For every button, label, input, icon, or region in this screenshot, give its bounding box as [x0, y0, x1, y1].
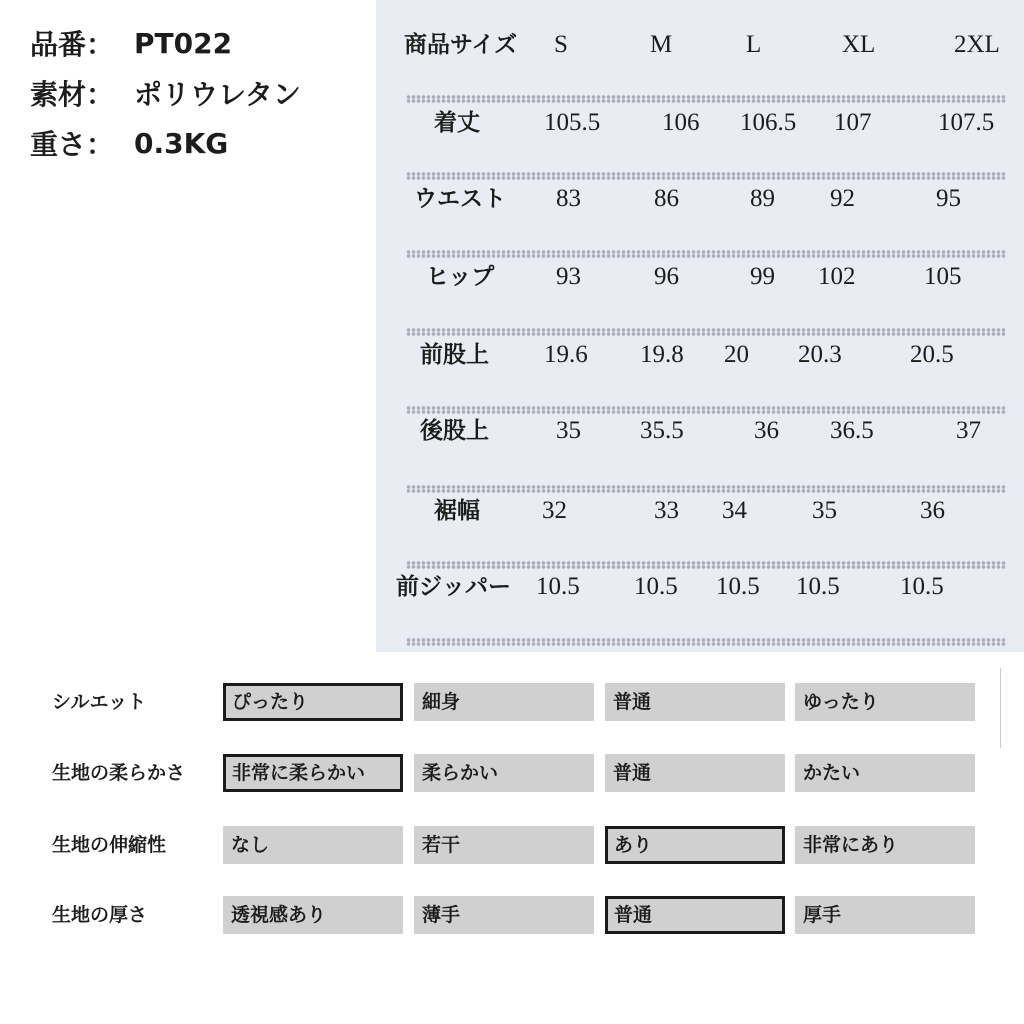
cell-value: 19.8	[640, 341, 684, 368]
char-option: なし	[223, 826, 403, 864]
size-header-label: 商品サイズ	[404, 32, 518, 58]
weight-row	[30, 118, 301, 168]
size-row-front-zipper	[376, 562, 1024, 612]
char-row-thickness	[0, 896, 1024, 934]
cell-value: 20.5	[910, 341, 954, 368]
cell-value: 20	[724, 341, 749, 368]
char-label: シルエット	[52, 691, 147, 713]
cell-value: 102	[818, 263, 856, 290]
row-label: 着丈	[434, 110, 480, 136]
weight-label: 重さ：	[30, 128, 115, 161]
cell-value: 83	[556, 185, 581, 212]
size-row-hem-width	[376, 486, 1024, 536]
cell-value: 96	[654, 263, 679, 290]
row-label: ウエスト	[414, 186, 506, 212]
product-number-label: 品番：	[30, 28, 115, 61]
char-label: 生地の伸縮性	[52, 834, 167, 856]
cell-value: 32	[542, 497, 567, 524]
char-option: 薄手	[414, 896, 594, 934]
size-row-back-rise	[376, 406, 1024, 456]
char-option: 普通	[605, 896, 785, 934]
cell-value: 92	[830, 185, 855, 212]
cell-value: 105	[924, 263, 962, 290]
size-header-row	[376, 20, 1024, 70]
cell-value: 19.6	[544, 341, 588, 368]
grid-divider	[1000, 668, 1001, 748]
cell-value: 35	[812, 497, 837, 524]
char-option: ぴったり	[223, 683, 403, 721]
size-row-length	[376, 98, 1024, 148]
cell-value: 107	[834, 109, 872, 136]
size-row-hip	[376, 252, 1024, 302]
cell-value: 36	[920, 497, 945, 524]
char-row-silhouette	[0, 683, 1024, 721]
cell-value: 93	[556, 263, 581, 290]
cell-value: 33	[654, 497, 679, 524]
size-header-2xl: 2XL	[954, 31, 1000, 58]
row-label: 前股上	[420, 342, 489, 368]
cell-value: 10.5	[634, 573, 678, 600]
char-row-softness	[0, 754, 1024, 792]
row-label: 前ジッパー	[396, 574, 511, 600]
row-label: 後股上	[420, 418, 489, 444]
char-option: 厚手	[795, 896, 975, 934]
char-row-stretch	[0, 826, 1024, 864]
cell-value: 106	[662, 109, 700, 136]
char-option: かたい	[795, 754, 975, 792]
material-label: 素材：	[30, 78, 115, 111]
product-number-row	[30, 18, 301, 68]
char-option: ゆったり	[795, 683, 975, 721]
char-option: 柔らかい	[414, 754, 594, 792]
material-value: ポリウレタン	[134, 78, 301, 111]
cell-value: 36	[754, 417, 779, 444]
char-option: 普通	[605, 683, 785, 721]
cell-value: 35	[556, 417, 581, 444]
cell-value: 95	[936, 185, 961, 212]
char-option: 細身	[414, 683, 594, 721]
size-row-front-rise	[376, 330, 1024, 380]
char-label: 生地の柔らかさ	[52, 762, 186, 784]
cell-value: 34	[722, 497, 747, 524]
row-label: ヒップ	[426, 264, 495, 290]
cell-value: 107.5	[938, 109, 995, 136]
cell-value: 35.5	[640, 417, 684, 444]
cell-value: 105.5	[544, 109, 601, 136]
size-table	[376, 0, 1024, 652]
row-divider	[406, 638, 1006, 646]
char-option: 若干	[414, 826, 594, 864]
cell-value: 37	[956, 417, 981, 444]
size-row-waist	[376, 174, 1024, 224]
char-option: 非常にあり	[795, 826, 975, 864]
material-row	[30, 68, 301, 118]
cell-value: 10.5	[796, 573, 840, 600]
cell-value: 10.5	[536, 573, 580, 600]
size-header-m: M	[650, 31, 673, 58]
cell-value: 86	[654, 185, 679, 212]
product-number-value: PT022	[134, 26, 233, 60]
cell-value: 99	[750, 263, 775, 290]
size-header-xl: XL	[842, 31, 876, 58]
char-option: 非常に柔らかい	[223, 754, 403, 792]
char-option: 透視感あり	[223, 896, 403, 934]
size-header-l: L	[746, 31, 762, 58]
cell-value: 89	[750, 185, 775, 212]
row-label: 裾幅	[434, 498, 480, 524]
weight-value: 0.3KG	[134, 126, 229, 160]
char-option: 普通	[605, 754, 785, 792]
size-header-s: S	[554, 31, 568, 58]
product-info	[30, 18, 301, 168]
cell-value: 36.5	[830, 417, 874, 444]
cell-value: 10.5	[900, 573, 944, 600]
cell-value: 10.5	[716, 573, 760, 600]
cell-value: 20.3	[798, 341, 842, 368]
char-label: 生地の厚さ	[52, 904, 148, 926]
cell-value: 106.5	[740, 109, 797, 136]
char-option: あり	[605, 826, 785, 864]
